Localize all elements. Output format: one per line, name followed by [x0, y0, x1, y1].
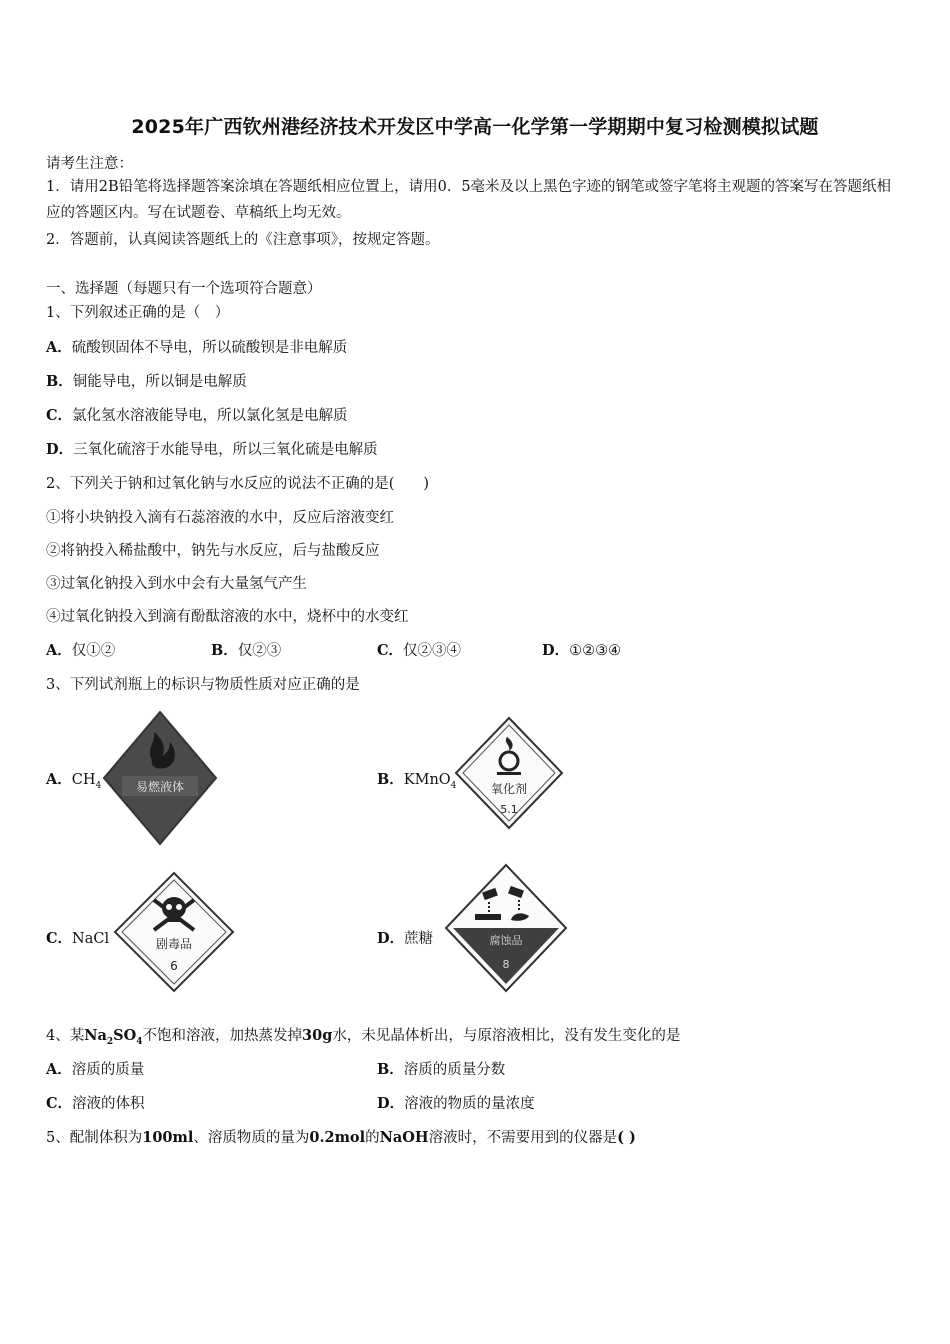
stem-text: 4、某	[46, 1028, 85, 1044]
section-heading: 一、选择题（每题只有一个选项符合题意）	[46, 281, 322, 297]
subscript: 4	[95, 780, 102, 791]
oxidizer-base	[497, 772, 521, 775]
chem-formula: NaOH	[379, 1129, 429, 1146]
option-label: C．	[46, 407, 73, 424]
sign-label: 氧化剂	[490, 782, 528, 796]
toxic-sign	[112, 870, 236, 994]
q1-stem: 1、下列叙述正确的是（ ）	[46, 305, 230, 321]
stem-text: 5、配制体积为	[46, 1130, 143, 1146]
option-label: A．	[46, 1061, 72, 1078]
notice-item-1: 1．请用2B铅笔将选择题答案涂填在答题纸相应位置上，请用0．5毫米及以上黑色字迹的钢笔或签字笔将主观题的答案写在答题纸相应的答题区内。写在试题卷、草稿纸上均无效。	[46, 179, 892, 221]
subscript: 2	[106, 1036, 114, 1047]
q1-option-c	[46, 404, 348, 425]
q4-option-c	[46, 1092, 145, 1113]
option-label: B．	[377, 1061, 404, 1078]
chem-formula: SO	[113, 1027, 137, 1044]
option-label: D．	[377, 1095, 405, 1112]
subscript: 4	[450, 780, 457, 791]
q4-option-a	[46, 1058, 144, 1079]
mass-value: 30g	[302, 1027, 333, 1044]
option-text: 氯化氢水溶液能导电，所以氯化氢是电解质	[72, 408, 348, 424]
option-text: CH	[71, 772, 96, 788]
q4-stem	[46, 1024, 680, 1047]
stem-text: 、溶质物质的量为	[193, 1130, 310, 1146]
q3-option-a	[46, 768, 101, 791]
q2-statement-4: ④过氧化钠投入到滴有酚酞溶液的水中，烧杯中的水变红	[46, 609, 409, 625]
option-text: 铜能导电，所以铜是电解质	[72, 374, 247, 390]
amount-value: 0.2mol	[309, 1129, 366, 1146]
sign-label: 腐蚀品	[489, 934, 523, 947]
q5-stem	[46, 1126, 636, 1147]
option-label: C．	[46, 1095, 73, 1112]
q3-option-b	[377, 768, 456, 791]
notice-item-2: 2．答题前，认真阅读答题纸上的《注意事项》，按规定答题。	[46, 232, 440, 248]
q3-stem: 3、下列试剂瓶上的标识与物质性质对应正确的是	[46, 677, 360, 693]
option-label: D．	[46, 441, 74, 458]
q2-option-d	[542, 639, 621, 660]
option-text: 仅②③	[237, 643, 282, 659]
option-label: A．	[46, 771, 72, 788]
subscript: 4	[136, 1036, 143, 1047]
option-text: ①②③④	[569, 643, 622, 659]
option-label: B．	[46, 373, 73, 390]
q2-option-a	[46, 639, 115, 660]
option-text: NaCl	[72, 931, 110, 947]
q2-statement-2: ②将钠投入稀盐酸中，钠先与水反应，后与盐酸反应	[46, 543, 380, 559]
sign-diamond	[115, 873, 233, 991]
volume-value: 100ml	[142, 1129, 194, 1146]
option-text: KMnO	[403, 772, 451, 788]
option-label: D．	[377, 930, 405, 947]
option-label: C．	[377, 642, 404, 659]
q2-stem: 2、下列关于钠和过氧化钠与水反应的说法不正确的是( )	[46, 476, 430, 492]
q3-option-c	[46, 927, 109, 948]
sign-label: 剧毒品	[155, 937, 193, 951]
notice-heading: 请考生注意：	[46, 156, 133, 172]
page-title: 2025年广西钦州港经济技术开发区中学高一化学第一学期期中复习检测模拟试题	[131, 116, 819, 138]
sign-number: 5.1	[500, 803, 518, 816]
chem-formula: Na	[84, 1027, 107, 1044]
q1-option-b	[46, 370, 247, 391]
option-label: C．	[46, 930, 73, 947]
q2-option-b	[211, 639, 281, 660]
q1-option-a	[46, 336, 347, 357]
stem-text: 溶液时，不需要用到的仪器是	[428, 1130, 618, 1146]
stem-text: 的	[365, 1130, 380, 1146]
option-text: 溶质的质量分数	[403, 1062, 506, 1078]
option-text: 溶液的物质的量浓度	[404, 1096, 535, 1112]
option-label: B．	[377, 771, 404, 788]
option-label: A．	[46, 339, 72, 356]
option-text: 仅②③④	[403, 643, 462, 659]
q2-statement-3: ③过氧化钠投入到水中会有大量氢气产生	[46, 576, 307, 592]
flammable-liquid-sign	[100, 708, 220, 848]
q4-option-b	[377, 1058, 505, 1079]
option-label: D．	[542, 642, 570, 659]
q4-option-d	[377, 1092, 535, 1113]
oxidizer-sign	[450, 715, 565, 831]
q2-statement-1: ①将小块钠投入滴有石蕊溶液的水中，反应后溶液变红	[46, 510, 394, 526]
corrosive-sign	[443, 862, 569, 994]
option-text: 硫酸钡固体不导电，所以硫酸钡是非电解质	[71, 340, 348, 356]
option-label: A．	[46, 642, 72, 659]
sign-label: 易燃液体	[135, 780, 185, 794]
q1-option-d	[46, 438, 378, 459]
stem-text: 不饱和溶液，加热蒸发掉	[142, 1028, 303, 1044]
answer-paren: ( )	[617, 1129, 636, 1146]
option-text: 溶质的质量	[71, 1062, 145, 1078]
q2-option-c	[377, 639, 461, 660]
option-text: 溶液的体积	[72, 1096, 145, 1112]
option-text: 三氧化硫溶于水能导电，所以三氧化硫是电解质	[73, 442, 378, 458]
sign-number: 8	[502, 958, 510, 971]
q3-option-d	[377, 927, 433, 948]
option-label: B．	[211, 642, 238, 659]
option-text: 仅①②	[71, 643, 116, 659]
stem-text: 水，未见晶体析出，与原溶液相比，没有发生变化的是	[332, 1028, 681, 1044]
sign-number: 6	[170, 959, 178, 973]
option-text: 蔗糖	[404, 931, 434, 947]
